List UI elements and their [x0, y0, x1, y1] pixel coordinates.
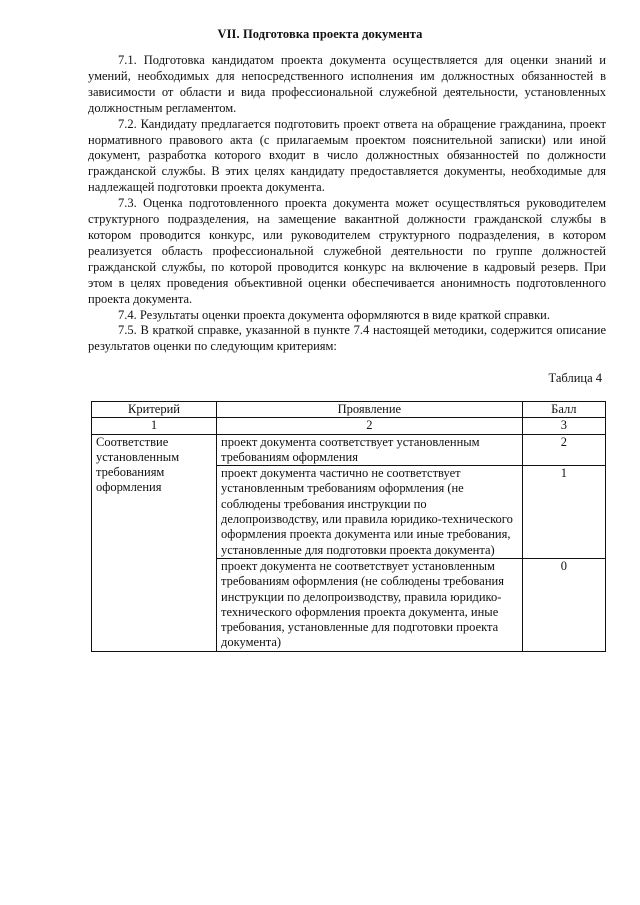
table-header-row — [92, 402, 606, 418]
column-number-1: 1 — [92, 418, 217, 434]
header-score: Балл — [522, 402, 605, 418]
paragraph-7-3: 7.3. Оценка подготовленного проекта документа может осуществляться руководителем структурного подразделения, на замещение вакантной должности гражданской службы в котором проводится конкурс, или руководителем структурного подразделения, в котором реализуется область профессиональной служебной деятельности по группе должностей гражданской службы, по которой проводится конкурс на включение в кадровый резерв. При этом в целях проведения объективной оценки обеспечивается анонимность подготовленного проекта документа. — [88, 196, 606, 306]
score-cell: 0 — [522, 558, 605, 651]
section-body — [88, 53, 606, 355]
section-title: VII. Подготовка проекта документа — [217, 27, 423, 41]
column-number-3: 3 — [522, 418, 605, 434]
paragraph-7-5: 7.5. В краткой справке, указанной в пункте 7.4 настоящей методики, содержится описание результатов оценки по следующим критериям: — [88, 323, 606, 354]
score-cell: 1 — [522, 466, 605, 559]
description-cell: проект документа не соответствует установленным требованиям оформления (не соблюдены требования инструкции по делопроизводству, правила юридико-технического оформления проекта документа, иные требования, установленные для подготовки проекта документа) — [217, 558, 523, 651]
header-criterion: Критерий — [92, 402, 217, 418]
criterion-cell: Соответствие установленным требованиям оформления — [92, 434, 217, 651]
score-cell: 2 — [522, 434, 605, 466]
paragraph-7-2: 7.2. Кандидату предлагается подготовить проект ответа на обращение гражданина, проект нормативного правового акта (с прилагаемым проектом пояснительной записки) или иной документ, разработка которого входит в число должностных обязанностей по должности гражданской службы. В этих целях кандидату предоставляется документы, необходимые для надлежащей подготовки проекта документа. — [88, 116, 606, 195]
paragraph-7-1: 7.1. Подготовка кандидатом проекта документа осуществляется для оценки знаний и умений, необходимых для непосредственного исполнения им должностных обязанностей в зависимости от области и вида профессиональной служебной деятельности, установленных должностным регламентом. — [88, 53, 606, 115]
column-number-2: 2 — [217, 418, 523, 434]
table-row — [92, 434, 606, 466]
description-cell: проект документа частично не соответствует установленным требованиям оформления (не соблюдены требования инструкции по делопроизводству, или правила юридико-технического оформления проекта документа или иные требования, установленные для подготовки проекта документа) — [217, 466, 523, 559]
paragraph-7-4: 7.4. Результаты оценки проекта документа оформляются в виде краткой справки. — [118, 307, 550, 322]
description-cell: проект документа соответствует установленным требованиям оформления — [217, 434, 523, 466]
criteria-table — [91, 401, 606, 652]
column-number-row — [92, 418, 606, 434]
table-caption: Таблица 4 — [548, 371, 602, 385]
header-manifestation: Проявление — [217, 402, 523, 418]
